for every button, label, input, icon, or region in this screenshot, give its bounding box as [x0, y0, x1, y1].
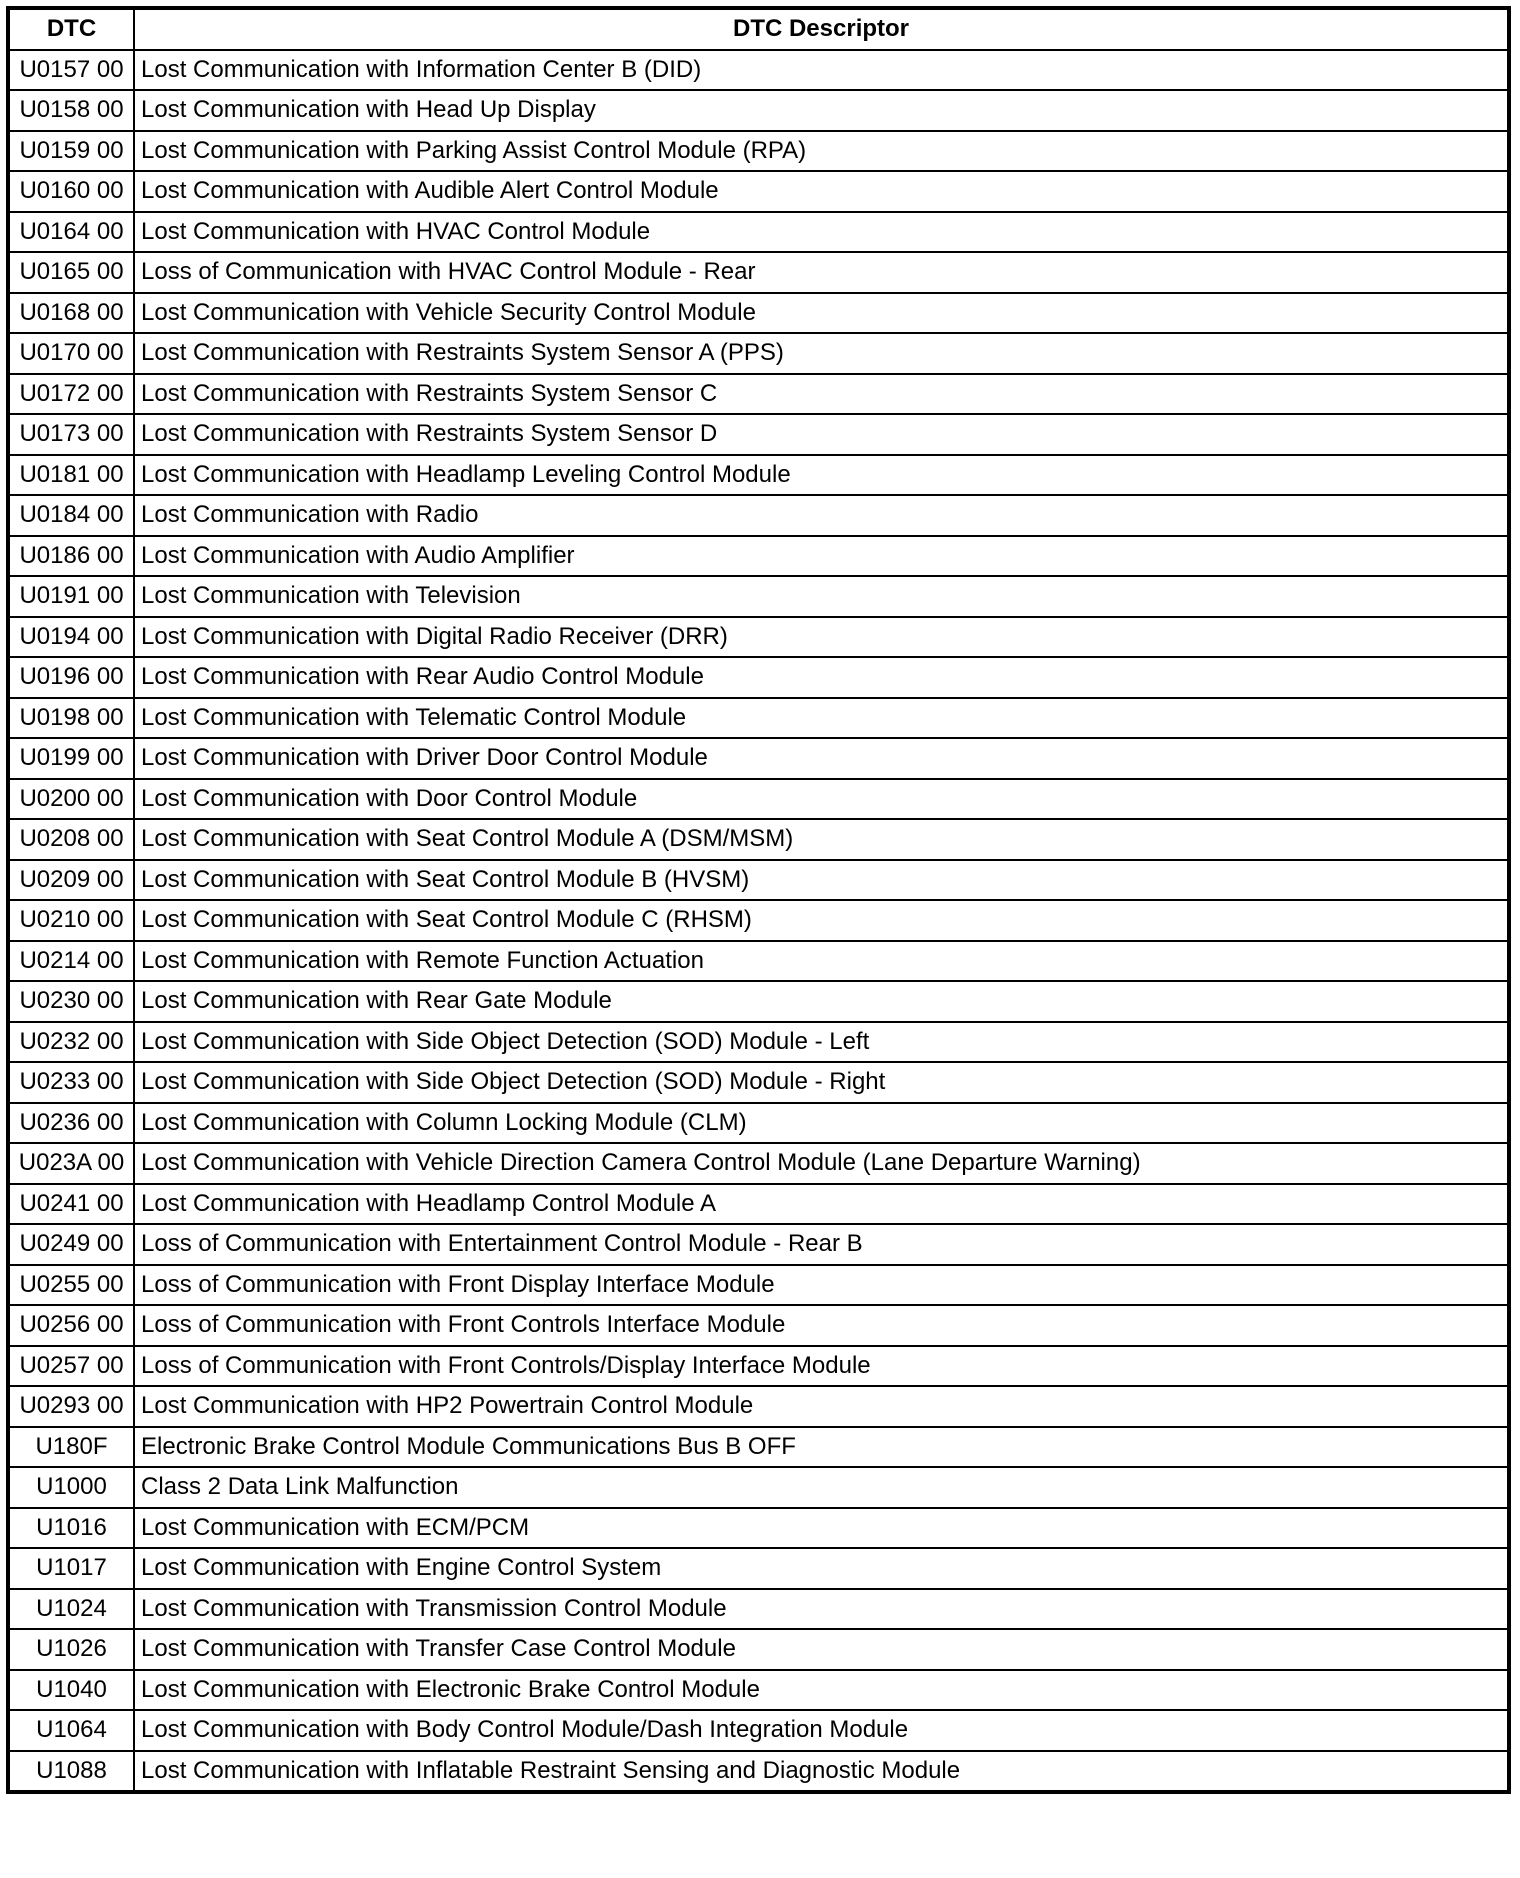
dtc-descriptor: Lost Communication with Telematic Control Module [134, 698, 1509, 739]
dtc-code: U0186 00 [8, 536, 134, 577]
table-row [8, 212, 1509, 253]
dtc-descriptor: Loss of Communication with Front Controls/Display Interface Module [134, 1346, 1509, 1387]
dtc-descriptor: Lost Communication with Headlamp Leveling Control Module [134, 455, 1509, 496]
table-row [8, 455, 1509, 496]
table-row [8, 576, 1509, 617]
table-row [8, 1265, 1509, 1306]
dtc-code: U0257 00 [8, 1346, 134, 1387]
table-row [8, 333, 1509, 374]
dtc-descriptor: Lost Communication with Inflatable Restraint Sensing and Diagnostic Module [134, 1751, 1509, 1793]
dtc-descriptor: Loss of Communication with HVAC Control Module - Rear [134, 252, 1509, 293]
dtc-descriptor: Loss of Communication with Front Controls Interface Module [134, 1305, 1509, 1346]
dtc-code: U0230 00 [8, 981, 134, 1022]
table-row [8, 1224, 1509, 1265]
dtc-code: U0172 00 [8, 374, 134, 415]
table-row [8, 1467, 1509, 1508]
dtc-descriptor: Lost Communication with Transmission Control Module [134, 1589, 1509, 1630]
dtc-code: U0165 00 [8, 252, 134, 293]
dtc-code: U180F [8, 1427, 134, 1468]
dtc-code: U1016 [8, 1508, 134, 1549]
dtc-code: U1024 [8, 1589, 134, 1630]
dtc-descriptor: Lost Communication with Restraints System Sensor C [134, 374, 1509, 415]
dtc-descriptor: Lost Communication with ECM/PCM [134, 1508, 1509, 1549]
table-row [8, 1062, 1509, 1103]
table-row [8, 1751, 1509, 1793]
dtc-code: U1017 [8, 1548, 134, 1589]
dtc-code: U023A 00 [8, 1143, 134, 1184]
dtc-code: U0232 00 [8, 1022, 134, 1063]
dtc-descriptor: Lost Communication with Television [134, 576, 1509, 617]
table-row [8, 819, 1509, 860]
table-row [8, 941, 1509, 982]
dtc-descriptor: Lost Communication with HVAC Control Module [134, 212, 1509, 253]
dtc-descriptor: Lost Communication with Remote Function Actuation [134, 941, 1509, 982]
dtc-descriptor: Lost Communication with Column Locking Module (CLM) [134, 1103, 1509, 1144]
dtc-code: U0198 00 [8, 698, 134, 739]
dtc-code: U0184 00 [8, 495, 134, 536]
dtc-descriptor: Class 2 Data Link Malfunction [134, 1467, 1509, 1508]
dtc-code: U0256 00 [8, 1305, 134, 1346]
dtc-descriptor: Lost Communication with Vehicle Security Control Module [134, 293, 1509, 334]
dtc-code: U0199 00 [8, 738, 134, 779]
dtc-descriptor: Loss of Communication with Entertainment Control Module - Rear B [134, 1224, 1509, 1265]
table-row [8, 90, 1509, 131]
dtc-code: U0214 00 [8, 941, 134, 982]
dtc-code: U0236 00 [8, 1103, 134, 1144]
dtc-table [6, 6, 1511, 1794]
column-header-descriptor: DTC Descriptor [134, 8, 1509, 50]
dtc-code: U0170 00 [8, 333, 134, 374]
dtc-descriptor: Lost Communication with HP2 Powertrain Control Module [134, 1386, 1509, 1427]
table-header-row [8, 8, 1509, 50]
table-row [8, 495, 1509, 536]
dtc-descriptor: Lost Communication with Audio Amplifier [134, 536, 1509, 577]
table-row [8, 1184, 1509, 1225]
dtc-code: U0200 00 [8, 779, 134, 820]
dtc-code: U0241 00 [8, 1184, 134, 1225]
dtc-code: U0168 00 [8, 293, 134, 334]
dtc-descriptor: Lost Communication with Digital Radio Receiver (DRR) [134, 617, 1509, 658]
table-row [8, 1346, 1509, 1387]
dtc-descriptor: Electronic Brake Control Module Communications Bus B OFF [134, 1427, 1509, 1468]
column-header-dtc: DTC [8, 8, 134, 50]
table-row [8, 1143, 1509, 1184]
dtc-descriptor: Lost Communication with Electronic Brake Control Module [134, 1670, 1509, 1711]
table-row [8, 981, 1509, 1022]
dtc-code: U0196 00 [8, 657, 134, 698]
table-body [8, 50, 1509, 1793]
dtc-code: U0181 00 [8, 455, 134, 496]
dtc-code: U0233 00 [8, 1062, 134, 1103]
table-row [8, 1589, 1509, 1630]
dtc-code: U0255 00 [8, 1265, 134, 1306]
dtc-descriptor: Lost Communication with Rear Gate Module [134, 981, 1509, 1022]
dtc-descriptor: Lost Communication with Driver Door Control Module [134, 738, 1509, 779]
table-row [8, 414, 1509, 455]
table-row [8, 1103, 1509, 1144]
dtc-code: U0208 00 [8, 819, 134, 860]
dtc-descriptor: Lost Communication with Head Up Display [134, 90, 1509, 131]
dtc-code: U1064 [8, 1710, 134, 1751]
table-row [8, 657, 1509, 698]
dtc-code: U1040 [8, 1670, 134, 1711]
dtc-descriptor: Lost Communication with Seat Control Module A (DSM/MSM) [134, 819, 1509, 860]
dtc-descriptor: Lost Communication with Side Object Detection (SOD) Module - Left [134, 1022, 1509, 1063]
dtc-code: U1026 [8, 1629, 134, 1670]
dtc-descriptor: Loss of Communication with Front Display Interface Module [134, 1265, 1509, 1306]
dtc-code: U1000 [8, 1467, 134, 1508]
dtc-code: U0160 00 [8, 171, 134, 212]
dtc-descriptor: Lost Communication with Information Center B (DID) [134, 50, 1509, 91]
dtc-descriptor: Lost Communication with Radio [134, 495, 1509, 536]
dtc-descriptor: Lost Communication with Restraints System Sensor A (PPS) [134, 333, 1509, 374]
dtc-code: U0209 00 [8, 860, 134, 901]
table-row [8, 1022, 1509, 1063]
dtc-descriptor: Lost Communication with Door Control Module [134, 779, 1509, 820]
table-row [8, 1710, 1509, 1751]
dtc-code: U0293 00 [8, 1386, 134, 1427]
dtc-descriptor: Lost Communication with Body Control Module/Dash Integration Module [134, 1710, 1509, 1751]
table-row [8, 1427, 1509, 1468]
dtc-code: U0158 00 [8, 90, 134, 131]
dtc-descriptor: Lost Communication with Parking Assist Control Module (RPA) [134, 131, 1509, 172]
dtc-code: U0249 00 [8, 1224, 134, 1265]
dtc-descriptor: Lost Communication with Audible Alert Control Module [134, 171, 1509, 212]
dtc-descriptor: Lost Communication with Restraints System Sensor D [134, 414, 1509, 455]
dtc-descriptor: Lost Communication with Vehicle Direction Camera Control Module (Lane Departure Warning) [134, 1143, 1509, 1184]
table-row [8, 779, 1509, 820]
table-row [8, 1305, 1509, 1346]
table-row [8, 252, 1509, 293]
table-row [8, 738, 1509, 779]
table-row [8, 1386, 1509, 1427]
dtc-code: U0210 00 [8, 900, 134, 941]
dtc-code: U0157 00 [8, 50, 134, 91]
dtc-code: U0173 00 [8, 414, 134, 455]
table-row [8, 293, 1509, 334]
table-row [8, 131, 1509, 172]
dtc-code: U0164 00 [8, 212, 134, 253]
dtc-code: U1088 [8, 1751, 134, 1793]
table-row [8, 1629, 1509, 1670]
dtc-descriptor: Lost Communication with Rear Audio Control Module [134, 657, 1509, 698]
dtc-descriptor: Lost Communication with Seat Control Module C (RHSM) [134, 900, 1509, 941]
dtc-code: U0159 00 [8, 131, 134, 172]
table-row [8, 374, 1509, 415]
table-row [8, 1548, 1509, 1589]
dtc-descriptor: Lost Communication with Transfer Case Control Module [134, 1629, 1509, 1670]
table-row [8, 536, 1509, 577]
table-row [8, 1670, 1509, 1711]
dtc-descriptor: Lost Communication with Side Object Detection (SOD) Module - Right [134, 1062, 1509, 1103]
table-row [8, 698, 1509, 739]
table-row [8, 50, 1509, 91]
table-row [8, 171, 1509, 212]
table-row [8, 617, 1509, 658]
table-row [8, 860, 1509, 901]
dtc-code: U0191 00 [8, 576, 134, 617]
table-row [8, 900, 1509, 941]
dtc-code: U0194 00 [8, 617, 134, 658]
dtc-descriptor: Lost Communication with Engine Control System [134, 1548, 1509, 1589]
dtc-descriptor: Lost Communication with Seat Control Module B (HVSM) [134, 860, 1509, 901]
table-row [8, 1508, 1509, 1549]
dtc-descriptor: Lost Communication with Headlamp Control Module A [134, 1184, 1509, 1225]
